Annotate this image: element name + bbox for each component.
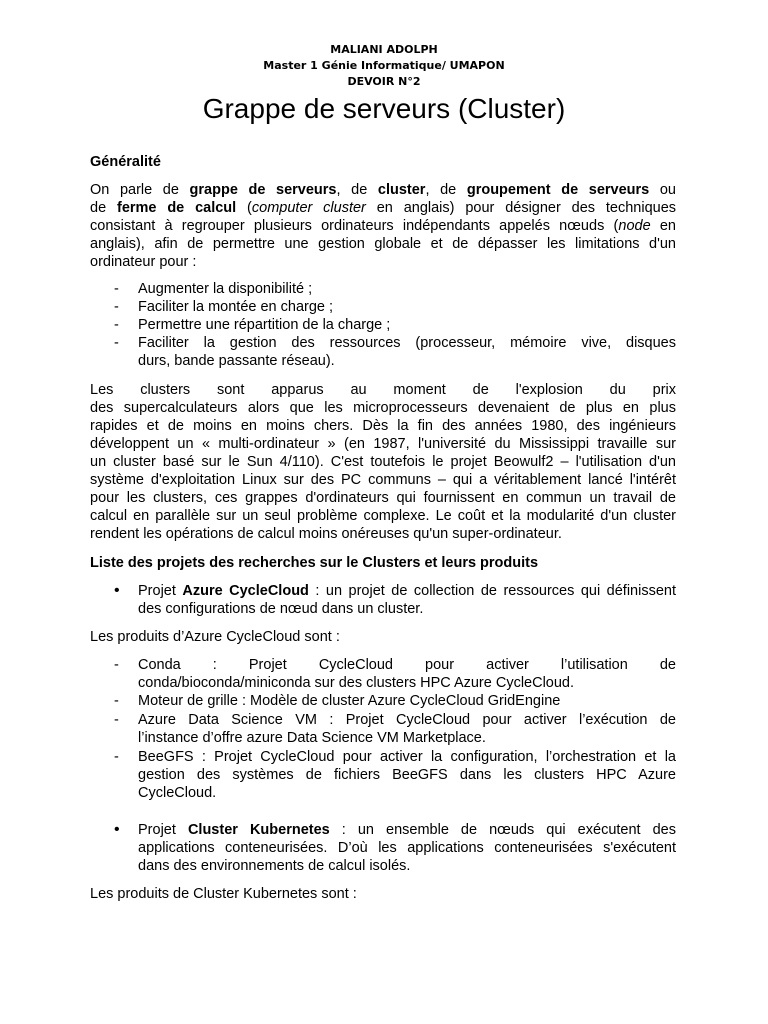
program-name: Master 1 Génie Informatique/ UMAPON (263, 59, 505, 72)
section-heading-generalite: Généralité (90, 154, 161, 170)
document-page: MALIANI ADOLPH Master 1 Génie Informatique/ UMAPON DEVOIR N°2 Grappe de serveurs (Cluster) Généralité On parle de grappe de serveurs, de cluster, de groupement de serveurs ou de ferme de calcul (computer cluster en anglais) pour désigner des techniques consistant à regrouper plusieurs ordinateurs indépendants appelés nœuds (node en anglais), afin de permettre une gestion globale et de dépasser les limitations d'un ordinateur pour : - Augmenter la disponibilité ; - Faciliter la montée en charge ; - Permettre une répartition de la charge ; - Faciliter la gestion des ressources (processeur, mémoire vive, disques durs, bande passante réseau). Les clusters sont apparus au moment de l'explosion du prix des supercalculateurs alors que les microprocesseurs devenaient de plus en plus rapides et de moins en moins chers. Dès la fin des années 1980, des ingénieurs développent un « multi-ordinateur » (en 1987, l'université du Mississippi travaille sur un cluster basé sur le Sun 4/110). C'est toutefois le projet Beowulf2 – l'utilisation d'un système d'exploitation Linux sur des PC communs – qui a véritablement lancé l'intérêt pour les clusters, ces grappes d'ordinateurs qui fournissent en commun un travail de calcul en parallèle sur un seul problème complexe. Le coût et la modularité d'un cluster rendent les opérations de calcul moins onéreuses qu'un super-ordinateur. Liste des projets des recherches sur le Clusters et leurs produits • Projet Azure CycleCloud : un projet de collection de ressources qui définissent des configurations de nœud dans un cluster. Les produits d’Azure CycleCloud sont : - Conda : Projet CycleCloud pour activer l’utilisation de conda/bioconda/miniconda sur des clusters HPC Azure CycleCloud. - Moteur de grille : Modèle de cluster Azure CycleCloud GridEngine - Azure Data Science VM : Projet CycleCloud pour activer l’exécution de l’instance d’offre azure Data Science VM Marketplace. - BeeGFS : Projet CycleCloud pour activer la configuration, l’orchestration et la gestion des systèmes de fichiers BeeGFS dans les clusters HPC Azure CycleCloud. • Projet Cluster Kubernetes : un ensemble de nœuds qui exécutent des applications conteneurisées. D’où les applications conteneurisées s'exécutent dans des environnements de calcul isolés. Les produits de Cluster Kubernetes sont : (0, 0, 768, 1024)
products-azure-label: Les produits d’Azure CycleCloud sont : (90, 629, 340, 645)
assignment-label: DEVOIR N°2 (347, 75, 421, 88)
intro-line-2: de ferme de calcul (computer cluster en anglais) pour désigner des techniques (90, 200, 677, 216)
author-name: MALIANI ADOLPH (330, 43, 438, 56)
history-paragraph: Les clusters sont apparus au moment de l'explosion du prix des supercalculateurs alors que les microprocesseurs devenaient de plus en plus rapides et de moins en moins chers. Dès la fin des années 1980, des ingénieurs développent un « multi-ordinateur » (en 1987, l'université du Mississippi travaille sur un cluster basé sur le Sun 4/110). C'est toutefois le projet Beowulf2 – l'utilisation d'un système d'exploitation Linux sur des PC communs – qui a véritablement lancé l'intérêt pour les clusters, ces grappes d'ordinateurs qui fournissent en commun un travail de calcul en parallèle sur un seul problème complexe. Le coût et la modularité d'un cluster rendent les opérations de calcul moins onéreuses qu'un super-ordinateur. (90, 382, 676, 542)
dash-marker: - (114, 749, 119, 765)
dash-marker: - (114, 335, 119, 351)
dash-marker: - (114, 657, 119, 673)
intro-line-5: ordinateur pour : (90, 254, 197, 270)
dash-marker: - (114, 317, 119, 333)
intro-line-1: On parle de grappe de serveurs, de cluster, de groupement de serveurs ou (90, 182, 676, 198)
intro-paragraph (90, 181, 676, 271)
intro-line-3: consistant à regrouper plusieurs ordinateurs indépendants appelés nœuds (node en (90, 218, 676, 234)
dash-marker: - (114, 299, 119, 315)
dash-marker: - (114, 712, 119, 728)
section-heading-projects: Liste des projets des recherches sur le Clusters et leurs produits (90, 555, 539, 571)
bullet-marker: • (114, 821, 120, 838)
dash-marker: - (114, 693, 119, 709)
dash-marker: - (114, 281, 119, 297)
bullet-marker: • (114, 582, 120, 599)
document-title: Grappe de serveurs (Cluster) (202, 93, 566, 124)
intro-line-4: anglais), afin de permettre une gestion globale et de dépasser les limitations d'un (90, 236, 676, 252)
products-kubernetes-label: Les produits de Cluster Kubernetes sont : (90, 886, 357, 902)
